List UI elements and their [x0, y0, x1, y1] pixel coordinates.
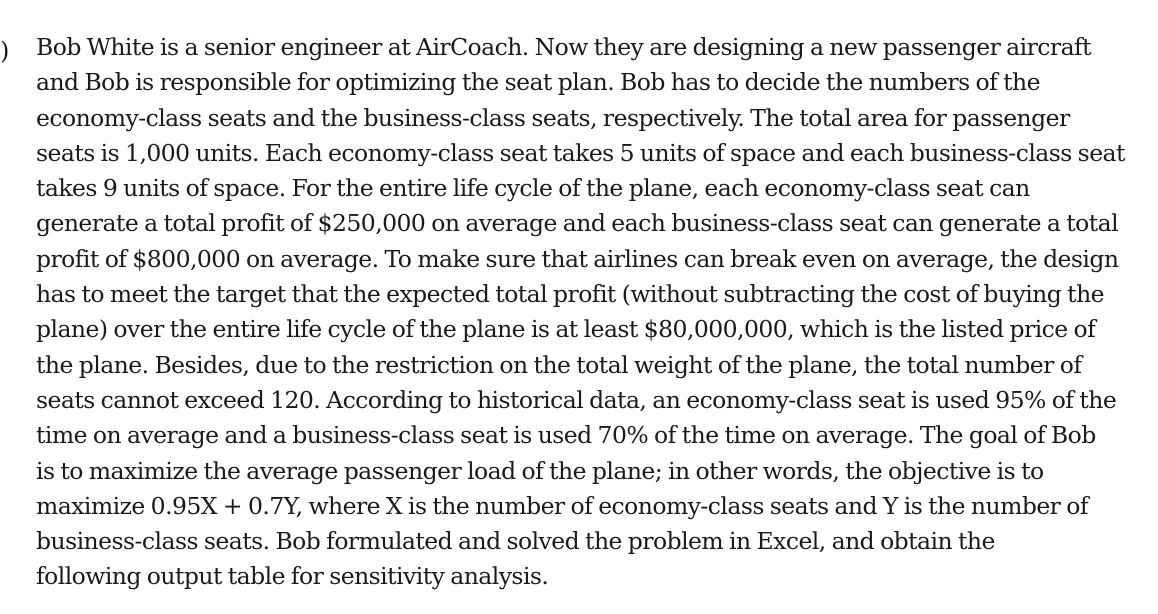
- paragraph-line: is to maximize the average passenger load of the plane; in other words, the objective is to: [36, 456, 1044, 485]
- paragraph-line: business-class seats. Bob formulated and solved the problem in Excel, and obtain the: [36, 527, 995, 556]
- paragraph-line: the plane. Besides, due to the restriction on the total weight of the plane, the total number of: [36, 350, 1082, 379]
- paragraph-line: time on average and a business-class seat is used 70% of the time on average. The goal of Bob: [36, 421, 1096, 450]
- paragraph-line: seats is 1,000 units. Each economy-class seat takes 5 units of space and each business-class seat: [36, 138, 1125, 167]
- problem-paragraph: [36, 30, 1151, 595]
- paragraph-line: economy-class seats and the business-class seats, respectively. The total area for passenger: [36, 103, 1070, 132]
- paragraph-line: profit of $800,000 on average. To make sure that airlines can break even on average, the design: [36, 244, 1119, 273]
- question-marker: ): [0, 37, 10, 65]
- paragraph-line: takes 9 units of space. For the entire life cycle of the plane, each economy-class seat can: [36, 174, 1030, 203]
- paragraph-line: and Bob is responsible for optimizing the seat plan. Bob has to decide the numbers of the: [36, 68, 1041, 97]
- paragraph-line: maximize 0.95X + 0.7Y, where X is the number of economy-class seats and Y is the number of: [36, 491, 1089, 520]
- paragraph-line: plane) over the entire life cycle of the plane is at least $80,000,000, which is the listed price of: [36, 315, 1096, 344]
- paragraph-line: generate a total profit of $250,000 on average and each business-class seat can generate a total: [36, 209, 1119, 238]
- paragraph-line: seats cannot exceed 120. According to historical data, an economy-class seat is used 95% of the: [36, 385, 1117, 414]
- paragraph-line: has to meet the target that the expected total profit (without subtracting the cost of buying the: [36, 280, 1105, 309]
- paragraph-line: Bob White is a senior engineer at AirCoach. Now they are designing a new passenger aircraft: [36, 33, 1092, 61]
- paragraph-line: following output table for sensitivity analysis.: [36, 562, 549, 591]
